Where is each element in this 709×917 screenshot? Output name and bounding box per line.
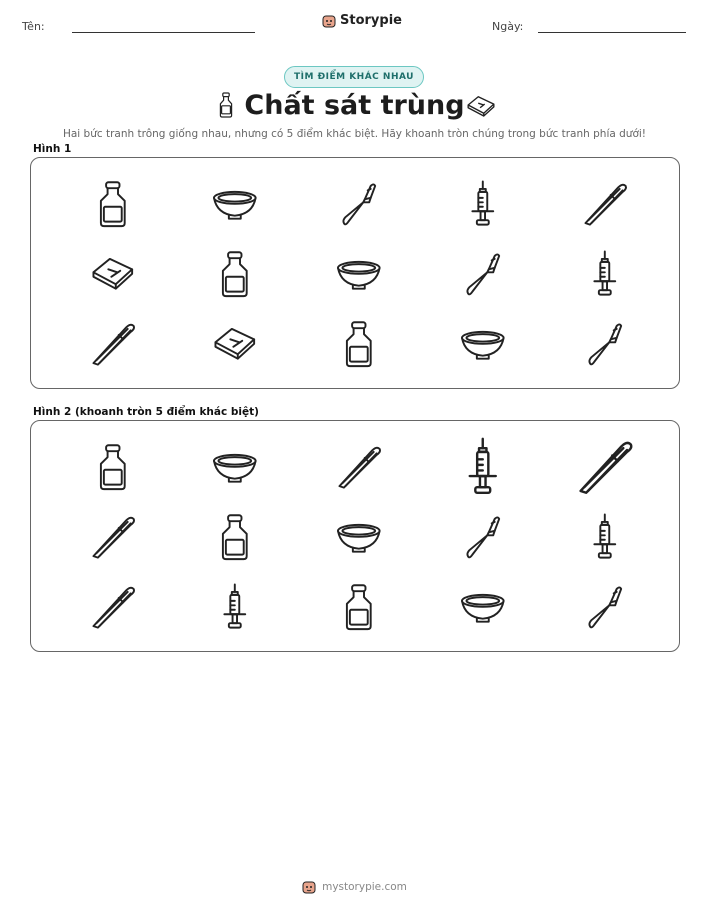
- bowl-icon[interactable]: [207, 176, 263, 232]
- activity-badge: TÌM ĐIỂM KHÁC NHAU: [284, 66, 424, 88]
- storypie-logo: [322, 13, 402, 28]
- gauze-icon: [466, 94, 496, 120]
- syringe-icon[interactable]: [577, 246, 633, 302]
- picture1-label: Hình 1: [33, 143, 72, 155]
- instructions: Hai bức tranh trông giống nhau, nhưng có 5 điểm khác biệt. Hãy khoanh tròn chúng trong bức tranh phía dưới!: [62, 128, 647, 140]
- bottle-icon[interactable]: [331, 316, 387, 372]
- name-input-line[interactable]: [72, 32, 255, 33]
- picture1-panel[interactable]: [30, 157, 680, 389]
- bowl-icon[interactable]: [455, 316, 511, 372]
- syringe-icon[interactable]: [448, 432, 518, 502]
- bottle-icon[interactable]: [331, 579, 387, 635]
- picture2-panel[interactable]: [30, 420, 680, 652]
- tweezers-icon[interactable]: [577, 176, 633, 232]
- bottle-icon[interactable]: [207, 246, 263, 302]
- gauze-icon[interactable]: [207, 316, 263, 372]
- storypie-mascot-icon: [302, 880, 316, 894]
- gauze-icon[interactable]: [85, 246, 141, 302]
- name-label: Tên:: [22, 20, 45, 33]
- scalpel-icon[interactable]: [455, 509, 511, 565]
- syringe-icon[interactable]: [577, 509, 633, 565]
- footer: [0, 880, 709, 894]
- date-input-line[interactable]: [538, 32, 686, 33]
- date-label: Ngày:: [492, 20, 524, 33]
- tweezers-icon[interactable]: [570, 432, 640, 502]
- bowl-icon[interactable]: [455, 579, 511, 635]
- scalpel-icon[interactable]: [577, 316, 633, 372]
- bowl-icon[interactable]: [331, 246, 387, 302]
- scalpel-icon[interactable]: [455, 246, 511, 302]
- footer-site: mystorypie.com: [322, 881, 407, 893]
- tweezers-icon[interactable]: [85, 579, 141, 635]
- tweezers-icon[interactable]: [85, 316, 141, 372]
- syringe-icon[interactable]: [207, 579, 263, 635]
- bottle-icon[interactable]: [85, 439, 141, 495]
- syringe-icon[interactable]: [455, 176, 511, 232]
- scalpel-icon[interactable]: [331, 176, 387, 232]
- bowl-icon[interactable]: [207, 439, 263, 495]
- bottle-icon[interactable]: [207, 509, 263, 565]
- storypie-mascot-icon: [322, 14, 336, 28]
- tweezers-icon[interactable]: [331, 439, 387, 495]
- picture2-label: Hình 2 (khoanh tròn 5 điểm khác biệt): [33, 406, 259, 418]
- bottle-icon[interactable]: [85, 176, 141, 232]
- tweezers-icon[interactable]: [85, 509, 141, 565]
- bowl-icon[interactable]: [331, 509, 387, 565]
- brand-name: Storypie: [340, 13, 402, 28]
- page-title: Chất sát trùng: [244, 90, 465, 121]
- scalpel-icon[interactable]: [577, 579, 633, 635]
